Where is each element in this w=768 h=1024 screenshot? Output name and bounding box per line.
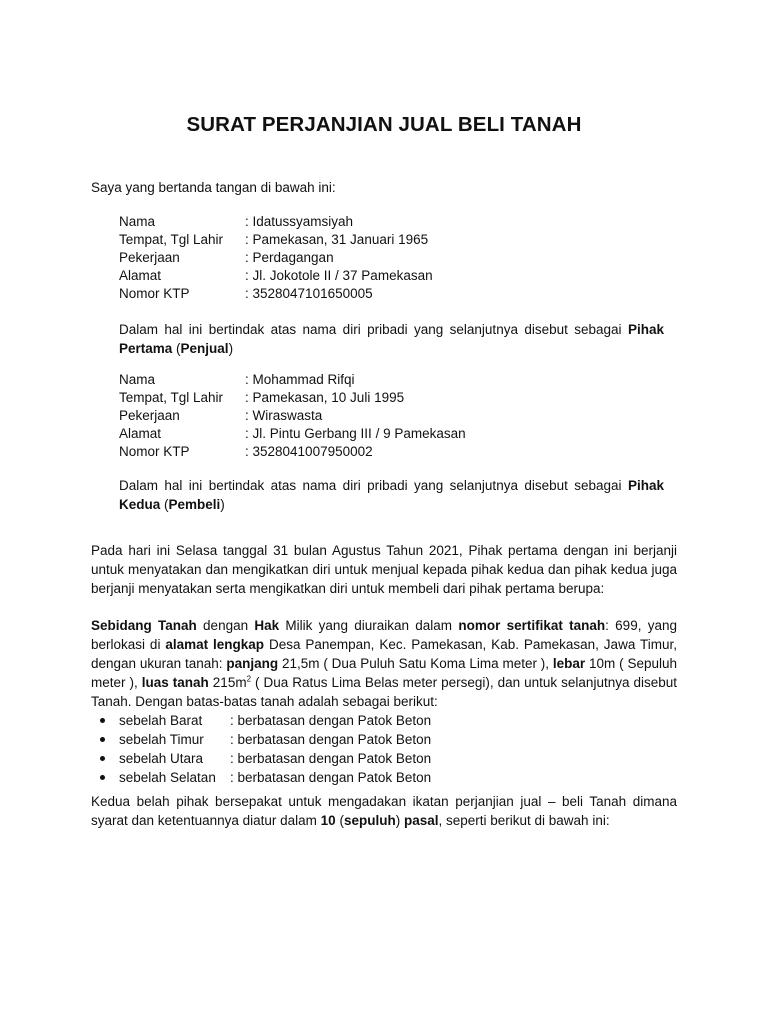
bold-term: 10	[320, 813, 336, 828]
bold-term: luas tanah	[141, 675, 209, 690]
field-label: Pekerjaan	[119, 250, 180, 265]
bold-term: Sebidang Tanah	[91, 618, 197, 633]
text-run: )	[395, 813, 404, 828]
superscript: 2	[246, 674, 252, 684]
bold-term: nomor sertifikat tanah	[458, 618, 606, 633]
party1-statement: Dalam hal ini bertindak atas nama diri pribadi yang selanjutnya disebut sebagai Pihak Pertama (Penjual)	[119, 322, 664, 356]
field-label: Tempat, Tgl Lahir	[119, 390, 224, 405]
text-run: Desa Panempan, Kec. Pamekasan, Kab. Pamekasan, Jawa Timur, dengan ukuran tanah:	[91, 637, 677, 671]
statement-text: Dalam hal ini bertindak atas nama diri pribadi yang selanjutnya disebut sebagai	[119, 322, 622, 337]
field-label: Nama	[119, 372, 156, 387]
agreement-paragraph: Pada hari ini Selasa tanggal 31 bulan Agustus Tahun 2021, Pihak pertama dengan ini berjanji untuk menyatakan dan mengikatkan diri untuk menjual kepada pihak kedua dan pihak kedua juga berjanji menyatakan serta mengikatkan diri untuk membeli dari pihak pertama berupa:	[91, 543, 677, 596]
text-run: , seperti berikut di bawah ini:	[438, 813, 610, 828]
party2-statement: Dalam hal ini bertindak atas nama diri pribadi yang selanjutnya disebut sebagai Pihak Kedua (Pembeli)	[119, 478, 664, 512]
text-run: ( Dua Ratus Lima Belas meter persegi), dan untuk selanjutnya disebut Tanah. Dengan batas-batas tanah adalah sebagai berikut:	[91, 675, 677, 709]
bullet-icon	[100, 775, 105, 780]
bold-term: panjang	[226, 656, 279, 671]
text-run: 215m	[208, 675, 247, 690]
land-description-paragraph	[91, 616, 677, 711]
role-word: Pertama	[119, 341, 173, 356]
text-run: Kedua belah pihak bersepakat untuk mengadakan ikatan perjanjian jual – beli Tanah dimana syarat dan ketentuannya diatur dalam	[91, 794, 677, 828]
document-title: SURAT PERJANJIAN JUAL BELI TANAH	[186, 113, 582, 136]
field-value: : Jl. Pintu Gerbang III / 9 Pamekasan	[245, 426, 466, 441]
text-run: 21,5m ( Dua Puluh Satu Koma Lima meter ),	[278, 656, 553, 671]
bold-term: lebar	[552, 656, 586, 671]
text-run: : 699, yang berlokasi di	[91, 618, 677, 652]
boundary-desc: : berbatasan dengan Patok Beton	[230, 770, 432, 785]
boundary-desc: : berbatasan dengan Patok Beton	[230, 732, 432, 747]
field-value: : Wiraswasta	[245, 408, 323, 423]
boundary-side: sebelah Barat	[119, 713, 203, 728]
text-run: Milik yang diuraikan dalam	[279, 618, 459, 633]
field-value: : Mohammad Rifqi	[245, 372, 355, 387]
role-word: Penjual	[180, 341, 229, 356]
intro-text: Saya yang bertanda tangan di bawah ini:	[91, 180, 336, 195]
field-label: Alamat	[119, 426, 162, 441]
text-run: dengan	[196, 618, 255, 633]
role-word: Pihak	[627, 322, 664, 337]
role-word: Pihak	[627, 478, 664, 493]
bullet-icon	[100, 718, 105, 723]
field-value: : Idatussyamsiyah	[245, 214, 354, 229]
bold-term: alamat lengkap	[165, 637, 265, 652]
role-word: Pembeli	[168, 497, 221, 512]
text-run: (	[335, 813, 344, 828]
field-value: : 3528047101650005	[245, 286, 373, 301]
field-label: Nama	[119, 214, 156, 229]
bullet-icon	[100, 737, 105, 742]
role-word: Kedua	[119, 497, 161, 512]
statement-text: Dalam hal ini bertindak atas nama diri pribadi yang selanjutnya disebut sebagai	[119, 478, 622, 493]
field-value: : 3528041007950002	[245, 444, 373, 459]
boundary-side: sebelah Timur	[119, 732, 204, 747]
bold-term: Hak	[254, 618, 280, 633]
field-value: : Perdagangan	[245, 250, 334, 265]
boundary-desc: : berbatasan dengan Patok Beton	[230, 751, 432, 766]
field-label: Pekerjaan	[119, 408, 180, 423]
closing-paragraph	[91, 792, 677, 830]
field-value: : Jl. Jokotole II / 37 Pamekasan	[245, 268, 433, 283]
field-value: : Pamekasan, 31 Januari 1965	[245, 232, 429, 247]
boundary-desc: : berbatasan dengan Patok Beton	[230, 713, 432, 728]
text-run: 10m ( Sepuluh meter ),	[91, 656, 677, 690]
field-label: Nomor KTP	[119, 444, 190, 459]
boundary-side: sebelah Selatan	[119, 770, 216, 785]
field-label: Alamat	[119, 268, 162, 283]
field-label: Nomor KTP	[119, 286, 190, 301]
bold-term: pasal	[403, 813, 439, 828]
field-value: : Pamekasan, 10 Juli 1995	[245, 390, 405, 405]
bullet-icon	[100, 756, 105, 761]
field-label: Tempat, Tgl Lahir	[119, 232, 224, 247]
bold-term: sepuluh	[343, 813, 396, 828]
boundary-side: sebelah Utara	[119, 751, 204, 766]
